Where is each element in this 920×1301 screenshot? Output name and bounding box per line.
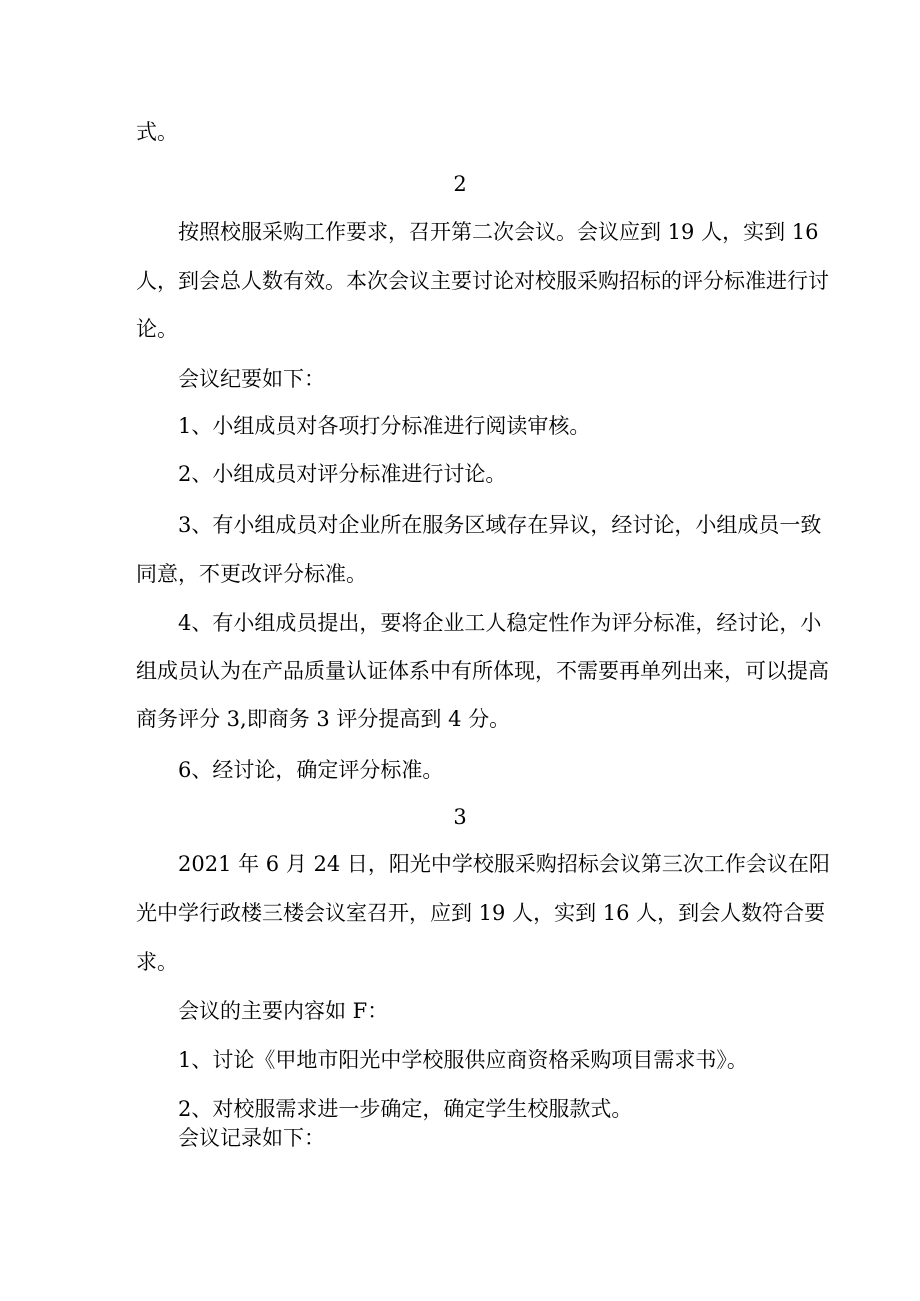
list-item: 6、经讨论，确定评分标准。 [178,758,444,782]
list-item: 1、小组成员对各项打分标准进行阅读审核。 [178,414,591,438]
paragraph-line: 人，到会总人数有效。本次会议主要讨论对校服采购招标的评分标准进行讨 [136,269,829,293]
paragraph-line: 按照校服采购工作要求，召开第二次会议。会议应到 19 人，实到 16 [178,220,819,244]
list-item: 1、讨论《甲地市阳光中学校服供应商资格采购项目需求书》。 [178,1048,748,1072]
list-item: 4、有小组成员提出，要将企业工人稳定性作为评分标准，经讨论，小 [178,611,822,635]
list-item: 2、小组成员对评分标准进行讨论。 [178,462,507,486]
paragraph-line: 求。 [136,950,178,974]
list-item-continuation: 同意，不更改评分标准。 [136,562,367,586]
heading-line: 会议的主要内容如 F： [178,999,389,1023]
list-item-continuation: 组成员认为在产品质量认证体系中有所体现，不需要再单列出来，可以提高 [136,659,829,683]
list-item-continuation: 商务评分 3,即商务 3 评分提高到 4 分。 [136,707,511,731]
paragraph-line: 光中学行政楼三楼会议室召开，应到 19 人，实到 16 人，到会人数符合要 [136,901,826,925]
list-item: 2、对校服需求进一步确定，确定学生校服款式。 [178,1097,633,1121]
heading-line: 会议记录如下： [178,1126,325,1150]
paragraph-line: 2021 年 6 月 24 日，阳光中学校服采购招标会议第三次工作会议在阳 [178,852,830,876]
section-number: 2 [453,172,467,196]
paragraph-line: 论。 [136,317,178,341]
list-item: 3、有小组成员对企业所在服务区域存在异议，经讨论，小组成员一致 [178,513,822,537]
text-line: 式。 [136,120,178,144]
section-number: 3 [453,805,467,829]
heading-line: 会议纪要如下： [178,367,325,391]
